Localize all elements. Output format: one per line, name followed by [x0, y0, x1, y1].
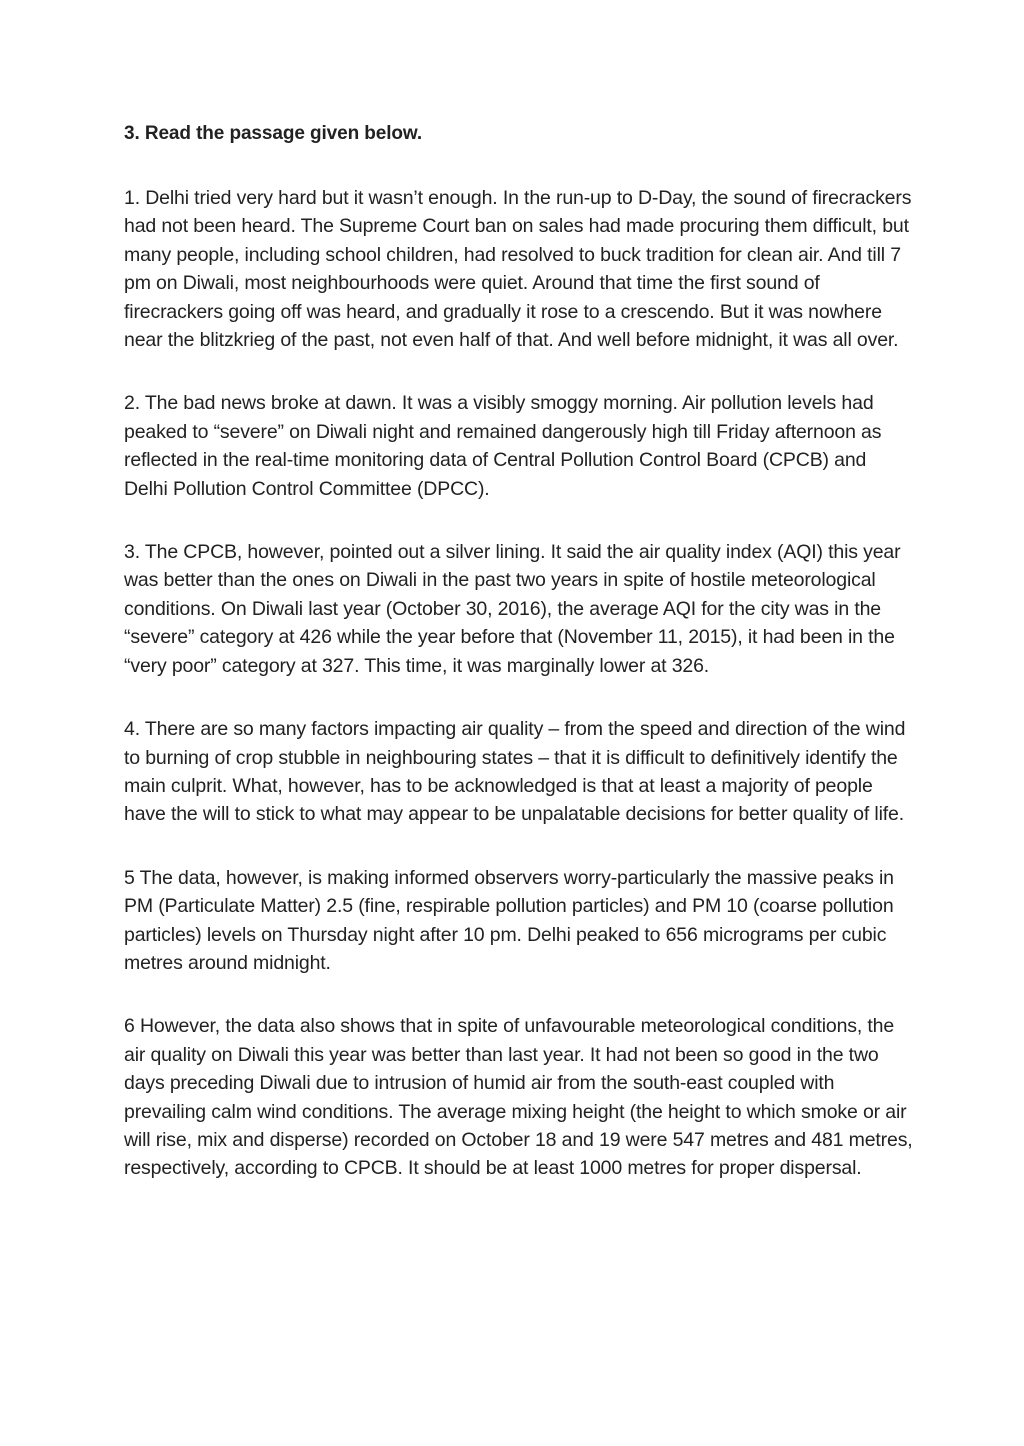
paragraph-4: 4. There are so many factors impacting air quality – from the speed and direction of the wind to burning of crop stubble in neighbouring states – that it is difficult to definitively identify the main culprit. What, however, has to be acknowledged is that at least a majority of people have the will to stick to what may appear to be unpalatable decisions for better quality of life. [124, 718, 906, 826]
paragraph-3: 3. The CPCB, however, pointed out a silver lining. It said the air quality index (AQI) this year was better than the ones on Diwali in the past two years in spite of hostile meteorological conditions. On Diwali last year (October 30, 2016), the average AQI for the city was in the “severe” category at 426 while the year before that (November 11, 2015), it had been in the “very poor” category at 327. This time, it was marginally lower at 326. [124, 541, 901, 677]
paragraph-1: 1. Delhi tried very hard but it wasn’t enough. In the run-up to D-Day, the sound of firecrackers had not been heard. The Supreme Court ban on sales had made procuring them difficult, but many people, including school children, had resolved to buck tradition for clean air. And till 7 pm on Diwali, most neighbourhoods were quiet. Around that time the first sound of firecrackers going off was heard, and gradually it rose to a crescendo. But it was nowhere near the blitzkrieg of the past, not even half of that. And well before midnight, it was all over. [124, 187, 912, 352]
paragraph-6: 6 However, the data also shows that in spite of unfavourable meteorological conditions, the air quality on Diwali this year was better than last year. It had not been so good in the two days preceding Diwali due to intrusion of humid air from the south-east coupled with prevailing calm wind conditions. The average mixing height (the height to which smoke or air will rise, mix and disperse) recorded on October 18 and 19 were 547 metres and 481 metres, respectively, according to CPCB. It should be at least 1000 metres for proper dispersal. [124, 1015, 913, 1180]
paragraph-2: 2. The bad news broke at dawn. It was a visibly smoggy morning. Air pollution levels had peaked to “severe” on Diwali night and remained dangerously high till Friday afternoon as reflected in the real-time monitoring data of Central Pollution Control Board (CPCB) and Delhi Pollution Control Committee (DPCC). [124, 392, 882, 500]
question-heading: 3. Read the passage given below. [124, 123, 423, 144]
paragraph-5: 5 The data, however, is making informed observers worry-particularly the massive peaks in PM (Particulate Matter) 2.5 (fine, respirable pollution particles) and PM 10 (coarse pollution particles) levels on Thursday night after 10 pm. Delhi peaked to 656 micrograms per cubic metres around midnight. [124, 866, 894, 974]
document-page [124, 120, 914, 1218]
